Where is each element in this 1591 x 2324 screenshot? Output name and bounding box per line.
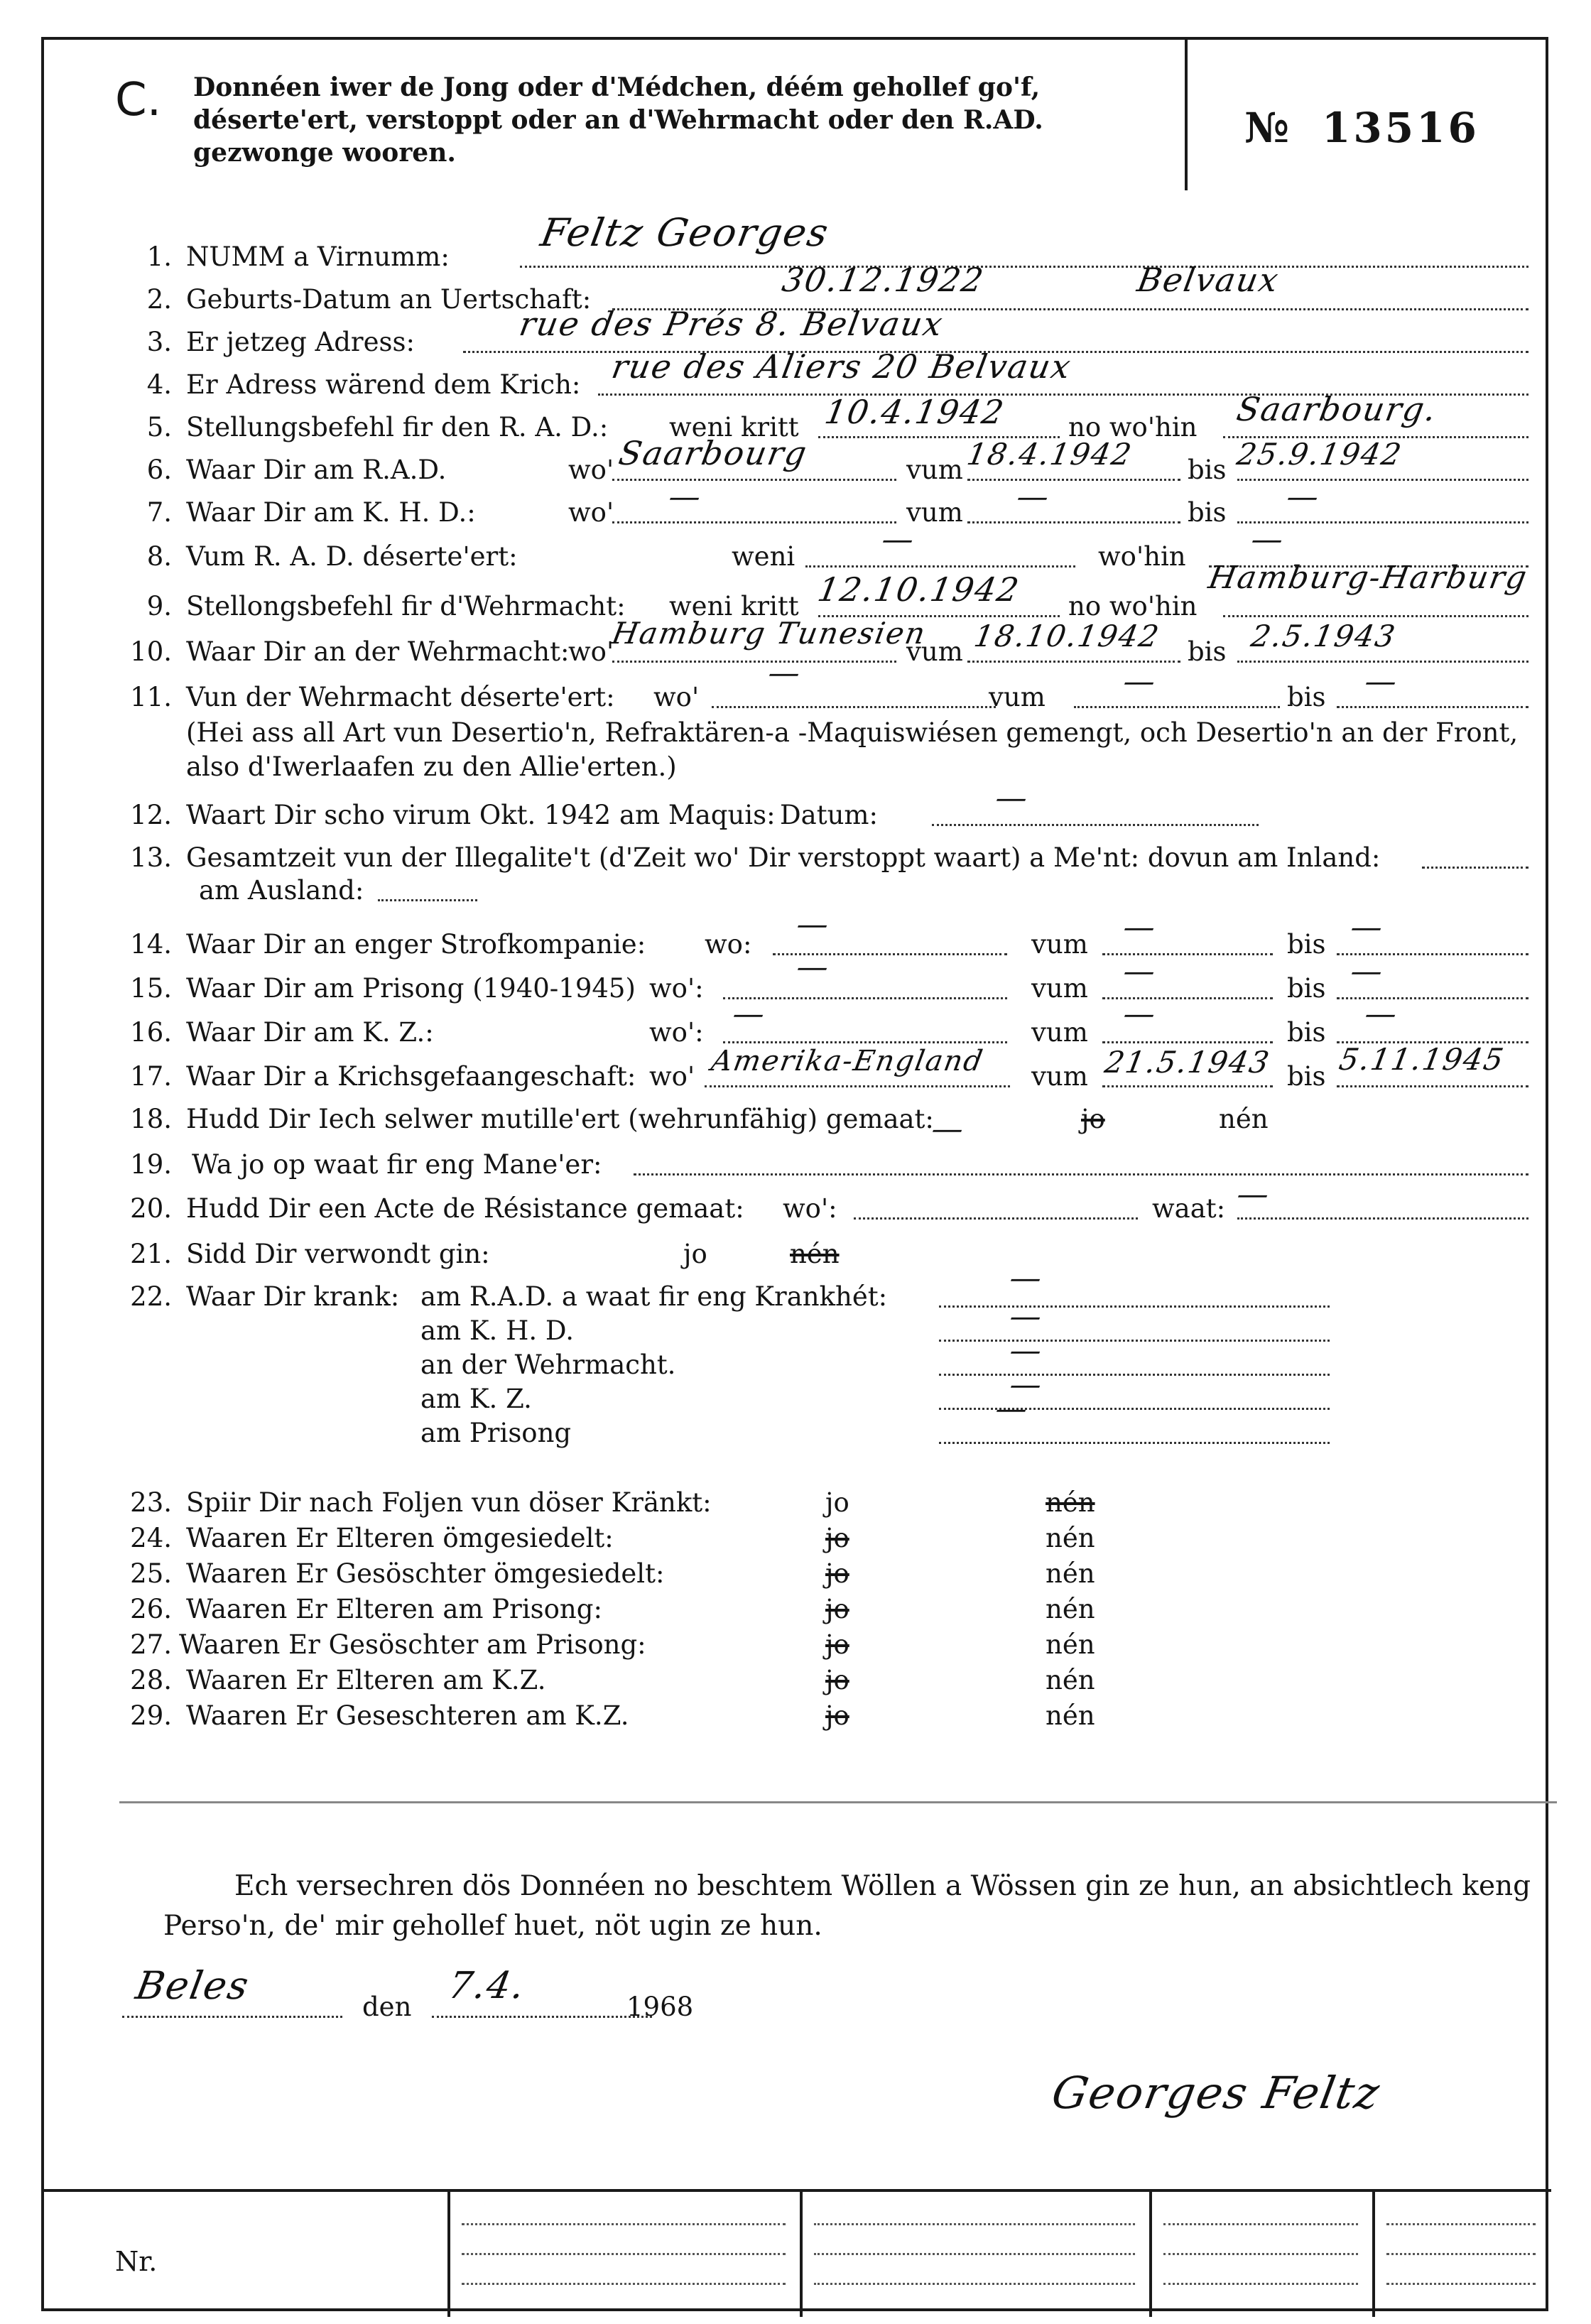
handwritten-dash: —: [1006, 1367, 1045, 1403]
field-number: 22.: [130, 1281, 172, 1312]
field-key: wo': [568, 497, 614, 528]
handwritten-dash: —: [992, 780, 1031, 816]
field-label: Wa jo op waat fir eng Mane'er:: [192, 1149, 602, 1180]
field-key: bis: [1287, 973, 1326, 1004]
answer-line[interactable]: [723, 1016, 1007, 1043]
handwritten-date: 7.4.: [445, 1965, 529, 2007]
answer-line[interactable]: [612, 496, 896, 523]
handwritten-value: Amerika-England: [708, 1045, 987, 1077]
option-nen[interactable]: nén: [1046, 1558, 1095, 1589]
form-number: [1244, 104, 1479, 152]
handwritten-dash: —: [765, 655, 803, 691]
field-label: Waaren Er Elteren am K.Z.: [186, 1665, 546, 1695]
grid-line[interactable]: [1386, 2253, 1536, 2255]
field-number: 8.: [146, 541, 172, 572]
field-number: 13.: [130, 842, 172, 873]
handwritten-dash: —: [1120, 996, 1158, 1032]
field-number: 6.: [146, 455, 172, 485]
option-nen[interactable]: nén: [1046, 1665, 1095, 1695]
field-key: Datum:: [780, 800, 878, 830]
handwritten-value: 25.9.1942: [1234, 437, 1406, 472]
field-label: Waaren Er Elteren ömgesiedelt:: [186, 1523, 614, 1553]
field-label: NUMM a Virnumm:: [186, 241, 450, 272]
desertion-note: (Hei ass all Art vun Desertio'n, Refraktären-a -Maquiswiésen gemengt, och Desertio'n an der Front, also d'Iwerlaafen zu den Allie'erten.): [186, 717, 1519, 782]
field-key: vum: [906, 455, 963, 485]
number-symbol: №: [1244, 104, 1293, 152]
field-key: bis: [1188, 455, 1227, 485]
form-number-value: 13516: [1322, 104, 1479, 152]
field-number: 23.: [130, 1487, 172, 1518]
answer-line[interactable]: [378, 874, 477, 901]
field-key: vum: [1031, 929, 1088, 960]
handwritten-dash: —: [1120, 953, 1158, 989]
option-jo[interactable]: jo: [683, 1239, 707, 1269]
sick-sub-label: am K. H. D.: [420, 1315, 574, 1346]
handwritten-value: Saarbourg.: [1234, 390, 1440, 428]
field-key: vum: [906, 497, 963, 528]
field-label: Vun der Wehrmacht déserte'ert:: [186, 682, 615, 712]
grid-line[interactable]: [1163, 2223, 1358, 2225]
handwritten-value: 21.5.1943: [1102, 1045, 1274, 1080]
sick-sub-label: am R.A.D. a waat fir eng Krankhét:: [420, 1281, 888, 1312]
handwritten-dash: —: [1248, 521, 1286, 558]
field-key: bis: [1287, 682, 1326, 712]
handwritten-dash: —: [1120, 909, 1158, 945]
handwritten-value: Hamburg Tunesien: [609, 616, 930, 651]
form-frame: [41, 37, 1548, 2311]
den-label: den: [362, 1992, 412, 2022]
grid-divider: [447, 2192, 450, 2317]
sick-sub-label: am K. Z.: [420, 1384, 532, 1414]
field-label: Waar Dir a Krichsgefaangeschaft:: [186, 1061, 636, 1092]
answer-line[interactable]: [939, 1280, 1330, 1308]
handwritten-dash: —: [879, 521, 917, 558]
handwritten-dash: —: [666, 479, 704, 515]
field-label: Waaren Er Gesöschter am Prisong:: [179, 1629, 646, 1660]
grid-line[interactable]: [814, 2253, 1135, 2255]
field-number: 21.: [130, 1239, 172, 1269]
answer-line[interactable]: [939, 1314, 1330, 1342]
field-label: Stellongsbefehl fir d'Wehrmacht:: [186, 591, 626, 621]
handwritten-dash: —: [1120, 663, 1158, 700]
handwritten-war-address: rue des Aliers 20 Belvaux: [609, 347, 1075, 386]
field-key: wo': [568, 636, 614, 667]
field-key: bis: [1188, 636, 1227, 667]
field-label: Spiir Dir nach Foljen vun döser Kränkt:: [186, 1487, 712, 1518]
field-parents-kz-row: [44, 1663, 1536, 1698]
field-number: 11.: [130, 682, 172, 712]
handwritten-birth-date: 30.12.1922: [779, 261, 988, 299]
section-separator: [119, 1801, 1557, 1803]
answer-line[interactable]: [634, 1148, 1528, 1175]
field-key: wo':: [649, 973, 704, 1004]
field-number: 27.: [130, 1629, 172, 1660]
field-number: 20.: [130, 1193, 172, 1224]
field-label: Waaren Er Geseschteren am K.Z.: [186, 1700, 629, 1731]
grid-line[interactable]: [462, 2223, 786, 2225]
handwritten-birth-place: Belvaux: [1134, 261, 1283, 299]
answer-line[interactable]: [1237, 496, 1528, 523]
handwritten-value: 5.11.1945: [1336, 1042, 1508, 1077]
field-number: 16.: [130, 1017, 172, 1048]
grid-line[interactable]: [1163, 2283, 1358, 2285]
option-nen[interactable]: nén: [1046, 1629, 1095, 1660]
field-label: Waaren Er Elteren am Prisong:: [186, 1594, 602, 1624]
field-sick-wehrmacht-row: [44, 1332, 1536, 1382]
handwritten-dash: —: [1362, 663, 1400, 700]
handwritten-dash: —: [1006, 1260, 1045, 1296]
field-khd-row: [44, 479, 1536, 530]
field-label: Vum R. A. D. déserte'ert:: [186, 541, 518, 572]
handwritten-dash: —: [1347, 953, 1386, 989]
field-number: 14.: [130, 929, 172, 960]
field-key: wo'hin: [1098, 541, 1186, 572]
section-letter: C.: [115, 74, 162, 126]
field-key: weni kritt: [669, 412, 799, 442]
field-label: Er jetzeg Adress:: [186, 327, 415, 357]
field-parents-resettled-row: [44, 1521, 1536, 1555]
field-key: no wo'hin: [1068, 591, 1198, 621]
field-label: Hudd Dir een Acte de Résistance gemaat:: [186, 1193, 744, 1224]
field-siblings-prison-row: [44, 1628, 1536, 1662]
sick-sub-label: am Prisong: [420, 1418, 572, 1448]
field-key: wo': [653, 682, 700, 712]
field-number: 18.: [130, 1104, 172, 1134]
answer-line[interactable]: [854, 1192, 1138, 1220]
field-label: Waart Dir scho virum Okt. 1942 am Maquis:: [186, 800, 776, 830]
field-label: Hudd Dir Iech selwer mutille'ert (wehrunfähig) gemaat:: [186, 1104, 934, 1134]
field-key: weni: [732, 541, 796, 572]
field-number: 7.: [146, 497, 172, 528]
field-wounded-row: [44, 1237, 1536, 1271]
answer-line[interactable]: [1237, 1192, 1528, 1220]
handwritten-place: Beles: [132, 1963, 254, 2008]
handwritten-value: Saarbourg: [616, 434, 811, 472]
field-label: Waar Dir an enger Strofkompanie:: [186, 929, 646, 960]
field-manner-row: [44, 1148, 1536, 1182]
nr-label: Nr.: [115, 2246, 158, 2277]
field-number: 5.: [146, 412, 172, 442]
signature: Georges Feltz: [1048, 2067, 1385, 2119]
field-number: 25.: [130, 1558, 172, 1589]
handwritten-dash: —: [928, 1111, 967, 1147]
grid-line[interactable]: [1163, 2253, 1358, 2255]
field-number: 17.: [130, 1061, 172, 1092]
option-nen[interactable]: nén: [1046, 1700, 1095, 1731]
grid-line[interactable]: [814, 2283, 1135, 2285]
handwritten-value: 12.10.1942: [815, 570, 1023, 609]
field-label: Waar Dir am Prisong (1940-1945): [186, 973, 636, 1004]
field-resistance-row: [44, 1176, 1536, 1226]
field-key: vum: [906, 636, 963, 667]
option-jo-struck[interactable]: jo: [825, 1629, 849, 1660]
field-key: wo': [649, 1061, 695, 1092]
grid-divider: [1372, 2192, 1375, 2317]
field-number: 26.: [130, 1594, 172, 1624]
field-key: vum: [1031, 1017, 1088, 1048]
grid-divider: [800, 2192, 803, 2317]
field-number: 24.: [130, 1523, 172, 1553]
field-siblings-kz-row: [44, 1699, 1536, 1733]
field-key: weni kritt: [669, 591, 799, 621]
field-key: waat:: [1152, 1193, 1226, 1224]
answer-line[interactable]: [967, 496, 1180, 523]
field-key: vum: [989, 682, 1046, 712]
field-number: 15.: [130, 973, 172, 1004]
field-illegality-row: [44, 841, 1536, 875]
field-number: 4.: [146, 369, 172, 400]
header-divider: [1185, 40, 1188, 190]
handwritten-value: Hamburg-Harburg: [1205, 560, 1531, 596]
field-number: 12.: [130, 800, 172, 830]
option-nen[interactable]: nén: [1046, 1523, 1095, 1553]
field-number: 1.: [146, 241, 172, 272]
field-label: Waar Dir krank:: [186, 1281, 400, 1312]
handwritten-dash: —: [1014, 479, 1052, 515]
handwritten-value: 18.10.1942: [971, 619, 1163, 653]
declaration-text: Ech versechren dös Donnéen no beschtem Wöllen a Wössen gin ze hun, an absichtlech keng Perso'n, de' mir gehollef huet, nöt ugin ze hun.: [163, 1870, 1531, 1942]
grid-divider: [1149, 2192, 1152, 2317]
answer-line[interactable]: [1074, 680, 1280, 708]
field-number: 2.: [146, 284, 172, 315]
sick-sub-label: an der Wehrmacht.: [420, 1350, 676, 1380]
field-sick-kz-row: [44, 1367, 1536, 1416]
field-mutilation-row: [44, 1102, 1536, 1147]
field-number: 3.: [146, 327, 172, 357]
handwritten-dash: —: [729, 996, 768, 1032]
option-nen[interactable]: nén: [1219, 1104, 1269, 1134]
option-jo-struck[interactable]: jo: [825, 1523, 849, 1553]
option-nen-struck[interactable]: nén: [1046, 1487, 1095, 1518]
signoff-row: [44, 1963, 1536, 2024]
field-key: wo': [568, 455, 614, 485]
field-key: bis: [1188, 497, 1227, 528]
handwritten-dash: —: [1347, 909, 1386, 945]
handwritten-dash: —: [1283, 479, 1322, 515]
grid-line[interactable]: [814, 2223, 1135, 2225]
field-label: am Ausland:: [199, 875, 364, 906]
field-label: Stellungsbefehl fir den R. A. D.:: [186, 412, 609, 442]
handwritten-dash: —: [793, 906, 832, 943]
option-jo-struck[interactable]: jo: [825, 1665, 849, 1695]
year-label: 1968: [626, 1992, 694, 2022]
answer-line[interactable]: [712, 680, 996, 708]
handwritten-address: rue des Prés 8. Belvaux: [516, 305, 947, 343]
option-jo-struck[interactable]: jo: [1081, 1104, 1105, 1134]
field-number: 9.: [146, 591, 172, 621]
option-nen-struck[interactable]: nén: [790, 1239, 840, 1269]
field-key: wo':: [783, 1193, 837, 1224]
handwritten-dash: —: [992, 1391, 1031, 1427]
field-label: Waar Dir am R.A.D.: [186, 455, 447, 485]
field-key: wo':: [649, 1017, 704, 1048]
field-key: no wo'hin: [1068, 412, 1198, 442]
field-label: Waar Dir am K. H. D.:: [186, 497, 476, 528]
answer-line[interactable]: [1422, 841, 1528, 869]
field-label: Er Adress wärend dem Krich:: [186, 369, 581, 400]
handwritten-dash: —: [793, 949, 832, 985]
option-jo-struck[interactable]: jo: [825, 1558, 849, 1589]
field-key: vum: [1031, 1061, 1088, 1092]
field-label: Waar Dir an der Wehrmacht:: [186, 636, 570, 667]
header-title: Donnéen iwer de Jong oder d'Médchen, déém gehollef go'f, déserte'ert, verstoppt oder an d'Wehrmacht oder den R.AD. gezwonge wooren.: [193, 72, 1043, 168]
field-number: 19.: [130, 1149, 172, 1180]
field-label: Waaren Er Gesöschter ömgesiedelt:: [186, 1558, 665, 1589]
grid-line[interactable]: [462, 2283, 786, 2285]
field-label: Sidd Dir verwondt gin:: [186, 1239, 490, 1269]
handwritten-dash: —: [1234, 1176, 1272, 1212]
grid-line[interactable]: [1386, 2283, 1536, 2285]
field-label: Waar Dir am K. Z.:: [186, 1017, 434, 1048]
field-key: vum: [1031, 973, 1088, 1004]
field-number: 10.: [130, 636, 172, 667]
field-sick-row: [44, 1260, 1536, 1314]
answer-line[interactable]: [939, 1348, 1330, 1376]
handwritten-value: 10.4.1942: [822, 393, 1008, 431]
option-jo[interactable]: jo: [825, 1487, 849, 1518]
option-nen[interactable]: nén: [1046, 1594, 1095, 1624]
answer-line[interactable]: [932, 798, 1259, 826]
answer-line[interactable]: [805, 540, 1075, 568]
grid-line[interactable]: [1386, 2223, 1536, 2225]
field-maquis-row: [44, 780, 1536, 832]
handwritten-dash: —: [1362, 996, 1400, 1032]
field-consequences-row: [44, 1486, 1536, 1520]
handwritten-value: 18.4.1942: [964, 437, 1136, 472]
handwritten-name: Feltz Georges: [537, 210, 833, 255]
field-parents-prison-row: [44, 1592, 1536, 1627]
field-siblings-resettled-row: [44, 1557, 1536, 1591]
grid-line[interactable]: [462, 2253, 786, 2255]
field-key: wo:: [705, 929, 752, 960]
field-label: Geburts-Datum an Uertschaft:: [186, 284, 592, 315]
office-use-grid: [44, 2189, 1551, 2317]
field-number: 29.: [130, 1700, 172, 1731]
field-key: bis: [1287, 1017, 1326, 1048]
field-key: bis: [1287, 929, 1326, 960]
handwritten-dash: —: [1006, 1298, 1045, 1335]
field-key: bis: [1287, 1061, 1326, 1092]
handwritten-dash: —: [1006, 1332, 1045, 1369]
field-number: 28.: [130, 1665, 172, 1695]
option-jo-struck[interactable]: jo: [825, 1594, 849, 1624]
handwritten-value: 2.5.1943: [1248, 619, 1399, 653]
field-penal-company-row: [44, 906, 1536, 962]
field-wehrmacht-desert-row: [44, 655, 1536, 715]
field-prison-row: [44, 949, 1536, 1006]
field-label: Gesamtzeit vun der Illegalite't (d'Zeit wo' Dir verstoppt waart) a Me'nt: dovun am Inland:: [186, 842, 1381, 873]
field-pow-row: [44, 1042, 1536, 1094]
field-illegality-abroad-row: [44, 874, 1536, 908]
option-jo-struck[interactable]: jo: [825, 1700, 849, 1731]
field-sick-khd-row: [44, 1298, 1536, 1348]
